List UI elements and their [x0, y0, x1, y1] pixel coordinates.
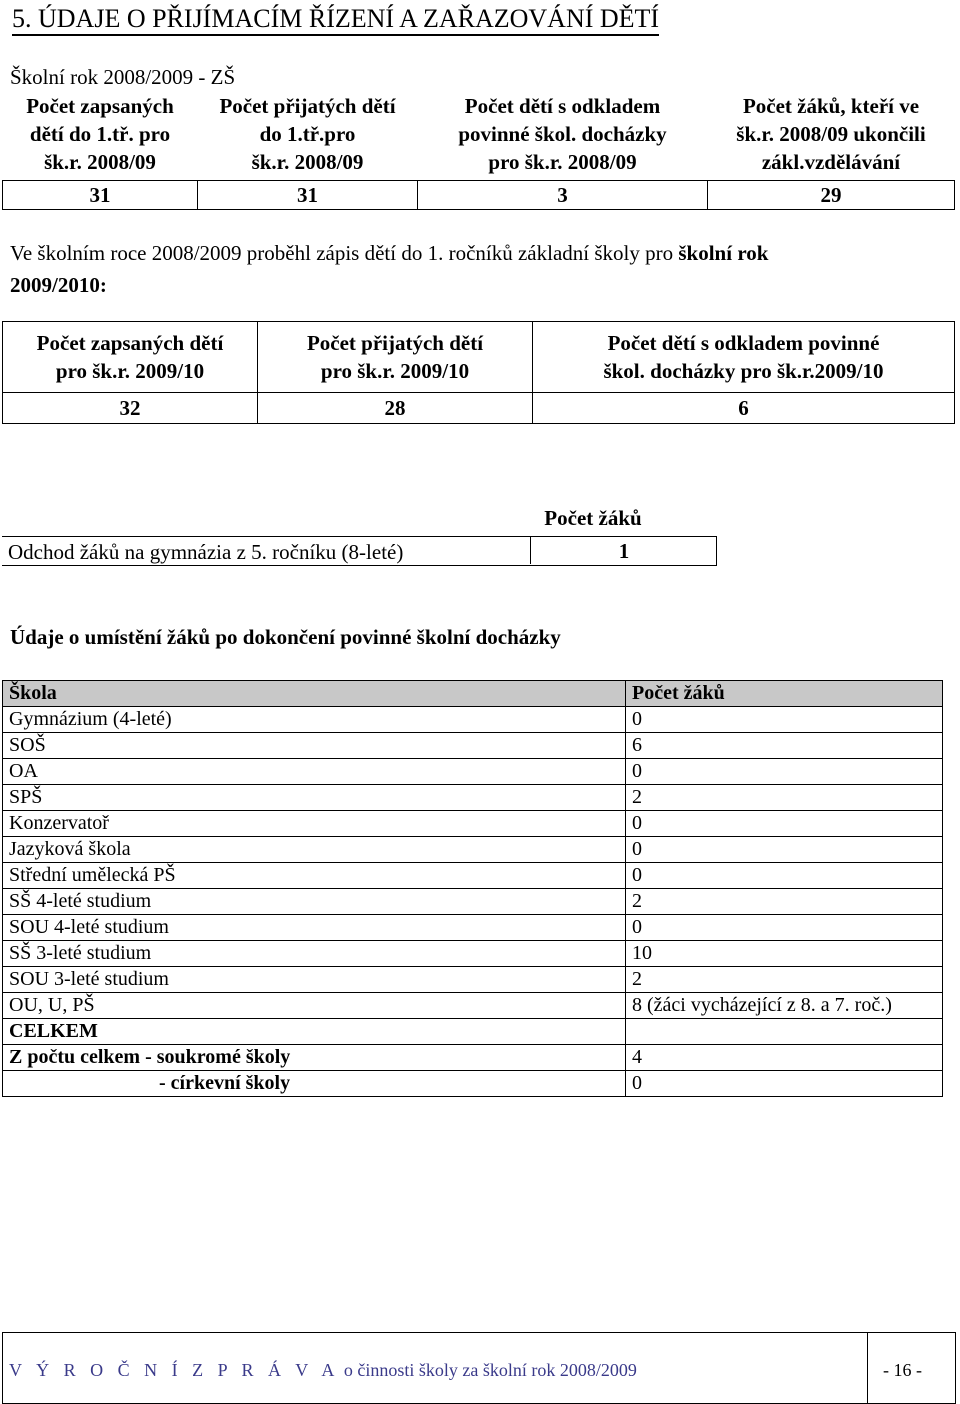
t1-value-3: 3	[418, 181, 708, 210]
table-row: SŠ 4-leté studium 2	[3, 889, 943, 915]
private-row: Z počtu celkem - soukromé školy 4	[3, 1045, 943, 1071]
t1-header-1: Počet zapsaných dětí do 1.tř. pro šk.r. 2008/09	[26, 94, 174, 174]
table-row: Konzervatoř 0	[3, 811, 943, 837]
placement-col-count: Počet žáků	[626, 681, 943, 707]
gymnasium-row	[2, 536, 717, 566]
t1-value-1: 31	[3, 181, 198, 210]
school-year-label: Školní rok 2008/2009 - ZŠ	[10, 65, 236, 89]
gymnasium-header: Počet žáků	[544, 506, 642, 530]
page-footer	[2, 1332, 956, 1404]
footer-title: V Ý R O Č N Í Z P R Á V A o činnosti školy za školní rok 2008/2009	[9, 1360, 637, 1380]
t1-header-4: Počet žáků, kteří ve šk.r. 2008/09 ukončili zákl.vzdělávání	[736, 94, 926, 174]
placement-heading: Údaje o umístění žáků po dokončení povinné školní docházky	[10, 625, 561, 649]
placement-col-school: Škola	[3, 681, 626, 707]
gymnasium-label: Odchod žáků na gymnázia z 5. ročníku (8-leté)	[8, 540, 404, 564]
table-row: OU, U, PŠ 8 (žáci vycházející z 8. a 7. roč.)	[3, 993, 943, 1019]
gymnasium-value: 1	[530, 536, 717, 564]
t1-value-4: 29	[708, 181, 955, 210]
page-number: - 16 -	[883, 1360, 922, 1380]
t2-header-3: Počet dětí s odkladem povinné škol. docházky pro šk.r.2009/10	[533, 322, 955, 393]
section-title: 5. ÚDAJE O PŘIJÍMACÍM ŘÍZENÍ A ZAŘAZOVÁNÍ DĚTÍ	[12, 4, 659, 36]
table-row: SOU 3-leté studium 2	[3, 967, 943, 993]
table-row: Jazyková škola 0	[3, 837, 943, 863]
table-row: Střední umělecká PŠ 0	[3, 863, 943, 889]
t2-value-1: 32	[3, 393, 258, 424]
enrollment-paragraph: Ve školním roce 2008/2009 proběhl zápis dětí do 1. ročníků základní školy pro školní rok 2009/2010:	[10, 241, 769, 297]
t2-value-3: 6	[533, 393, 955, 424]
footer-title-box	[3, 1333, 868, 1403]
church-row: - církevní školy 0	[3, 1071, 943, 1097]
table-row: SOŠ 6	[3, 733, 943, 759]
t1-header-3: Počet dětí s odkladem povinné škol. docházky pro šk.r. 2008/09	[458, 94, 667, 174]
table-row: SOU 4-leté studium 0	[3, 915, 943, 941]
t2-header-1: Počet zapsaných dětí pro šk.r. 2009/10	[3, 322, 258, 393]
table-row: SPŠ 2	[3, 785, 943, 811]
enrollment-table-2008	[2, 92, 955, 210]
table-row: SŠ 3-leté studium 10	[3, 941, 943, 967]
t2-value-2: 28	[258, 393, 533, 424]
t2-header-2: Počet přijatých dětí pro šk.r. 2009/10	[258, 322, 533, 393]
table-row: Gymnázium (4-leté) 0	[3, 707, 943, 733]
total-row: CELKEM	[3, 1019, 943, 1045]
placement-table	[2, 680, 943, 1097]
t1-header-2: Počet přijatých dětí do 1.tř.pro šk.r. 2008/09	[219, 94, 396, 174]
table-row: OA 0	[3, 759, 943, 785]
enrollment-table-2009	[2, 321, 955, 424]
t1-value-2: 31	[198, 181, 418, 210]
